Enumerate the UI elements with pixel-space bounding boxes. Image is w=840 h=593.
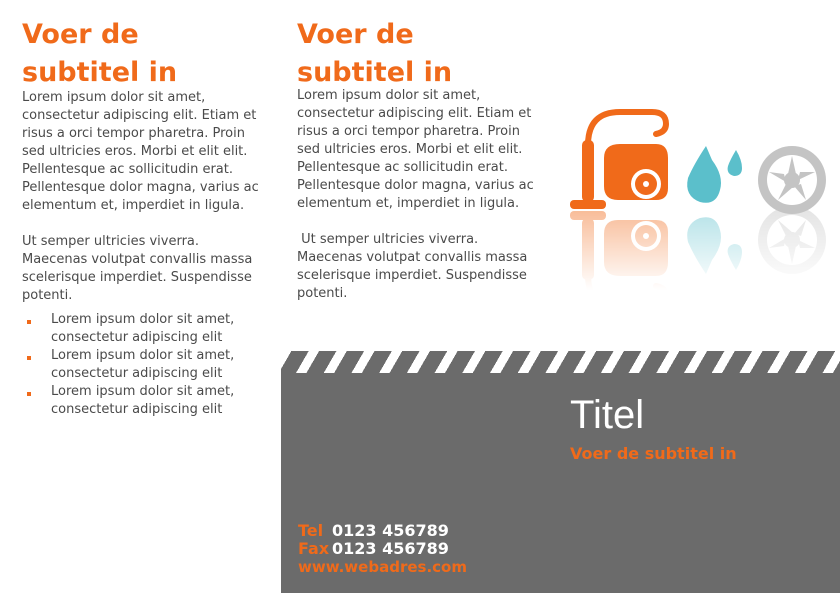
fax-label: Fax: [298, 539, 330, 558]
fax-value: 0123 456789: [332, 539, 449, 558]
middle-column: [297, 16, 537, 303]
contact-block: [298, 522, 467, 576]
tel-label: Tel: [298, 521, 324, 540]
tel-value: 0123 456789: [332, 521, 449, 540]
fax-row: [298, 540, 467, 558]
vacuum-cleaner-icon: [570, 112, 826, 214]
list-item: Lorem ipsum dolor sit amet, consectetur adipiscing elit: [22, 347, 262, 383]
icon-group: [560, 100, 840, 290]
website-link[interactable]: www.webadres.com: [298, 558, 467, 576]
middle-paragraph-2: Ut semper ultricies viverra. Maecenas volutpat convallis massa scelerisque imperdiet. Suspendisse potenti.: [297, 232, 532, 301]
left-paragraph-1: Lorem ipsum dolor sit amet, consectetur adipiscing elit. Etiam et risus a orci tempor pharetra. Proin sed ultricies eros. Morbi et elit elit. Pellentesque ac sollicitudin erat. Pellentesque dolor magna, varius ac elementum et, imperdiet in ligula.: [22, 90, 259, 213]
list-item: Lorem ipsum dolor sit amet, consectetur adipiscing elit: [22, 383, 262, 419]
striped-border: [281, 351, 840, 373]
middle-paragraph-1: Lorem ipsum dolor sit amet, consectetur adipiscing elit. Etiam et risus a orci tempor pharetra. Proin sed ultricies eros. Morbi et elit elit. Pellentesque ac sollicitudin erat. Pellentesque dolor magna, varius ac elementum et, imperdiet in ligula.: [297, 88, 534, 211]
tel-row: [298, 522, 467, 540]
left-column: [22, 16, 262, 419]
left-bullet-list: [22, 311, 262, 419]
cover-subtitle: Voer de subtitel in: [570, 444, 737, 463]
cover-title: Titel: [570, 393, 645, 437]
middle-heading: Voer de subtitel in: [297, 19, 453, 88]
list-item: Lorem ipsum dolor sit amet, consectetur adipiscing elit: [22, 311, 262, 347]
left-paragraph-2: Ut semper ultricies viverra. Maecenas volutpat convallis massa scelerisque imperdiet. Suspendisse potenti.: [22, 234, 253, 303]
left-heading: Voer de subtitel in: [22, 19, 178, 88]
icon-reflection: [570, 206, 826, 290]
cover-panel: [281, 351, 840, 593]
